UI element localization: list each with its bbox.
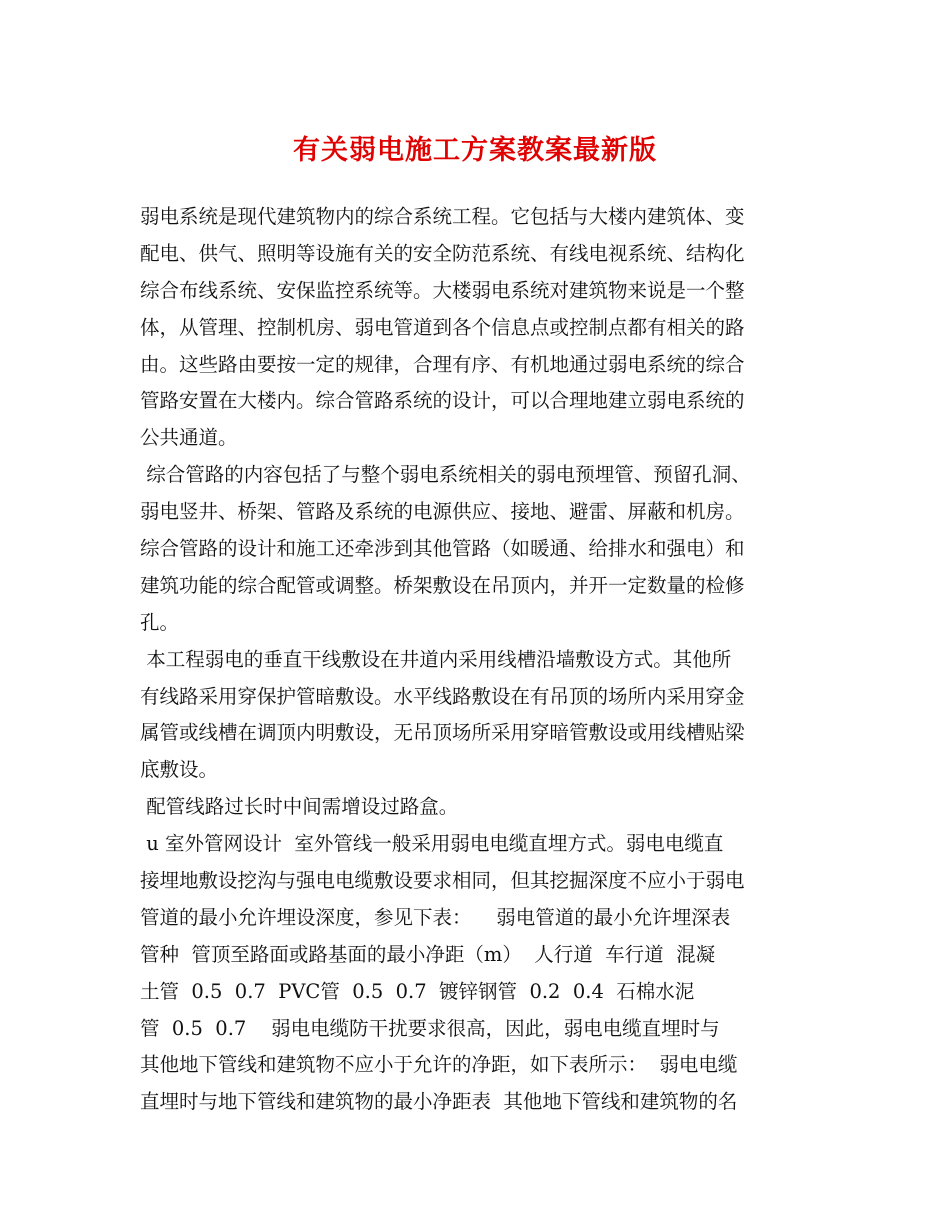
text-line: 孔。 [140, 610, 180, 634]
text-line: 配管线路过长时中间需增设过路盒。 [140, 795, 459, 819]
text-line: 管 0.5 0.7 弱电电缆防干扰要求很高，因此，弱电电缆直埋时与 [140, 1016, 720, 1040]
text-line: 体，从管理、控制机房、弱电管道到各个信息点或控制点都有相关的路 [140, 315, 745, 339]
text-line: 直埋时与地下管线和建筑物的最小净距表 其他地下管线和建筑物的名 [140, 1090, 738, 1114]
text-line: 综合布线系统、安保监控系统等。大楼弱电系统对建筑物来说是一个整 [140, 278, 745, 302]
text-line: 公共通道。 [140, 426, 238, 450]
text-line: u 室外管网设计 室外管线一般采用弱电电缆直埋方式。弱电电缆直 [140, 832, 724, 856]
text-line: 有线路采用穿保护管暗敷设。水平线路敷设在有吊顶的场所内采用穿金 [140, 684, 745, 708]
text-line: 由。这些路由要按一定的规律，合理有序、有机地通过弱电系统的综合 [140, 352, 745, 376]
text-line: 本工程弱电的垂直干线敷设在井道内采用线槽沿墙敷设方式。其他所 [140, 647, 732, 671]
text-line: 其他地下管线和建筑物不应小于允许的净距，如下表所示： 弱电电缆 [140, 1053, 738, 1077]
text-line: 属管或线槽在调顶内明敷设，无吊顶场所采用穿暗管敷设或用线槽贴梁 [140, 721, 745, 745]
text-line: 综合管路的内容包括了与整个弱电系统相关的弱电预埋管、预留孔洞、 [140, 463, 751, 487]
text-line: 弱电系统是现代建筑物内的综合系统工程。它包括与大楼内建筑体、变 [140, 205, 745, 228]
text-line: 弱电竖井、桥架、管路及系统的电源供应、接地、避雷、屏蔽和机房。 [140, 500, 745, 524]
page-title: 有关弱电施工方案教案最新版 [293, 135, 657, 166]
document-body [140, 199, 820, 1121]
text-line: 土管 0.5 0.7 PVC管 0.5 0.7 镀锌钢管 0.2 0.4 石棉水泥 [140, 979, 695, 1003]
text-line: 管路安置在大楼内。综合管路系统的设计，可以合理地建立弱电系统的 [140, 389, 745, 413]
text-line: 综合管路的设计和施工还牵涉到其他管路（如暖通、给排水和强电）和 [140, 537, 745, 561]
text-line: 建筑功能的综合配管或调整。桥架敷设在吊顶内，并开一定数量的检修 [140, 573, 745, 597]
text-line: 管道的最小允许埋设深度，参见下表： 弱电管道的最小允许埋深表 [140, 905, 731, 929]
text-line: 管种 管顶至路面或路基面的最小净距（m） 人行道 车行道 混凝 [140, 942, 716, 966]
text-line: 配电、供气、照明等设施有关的安全防范系统、有线电视系统、结构化 [140, 241, 745, 265]
text-line: 底敷设。 [140, 758, 219, 782]
text-line: 接埋地敷设挖沟与强电电缆敷设要求相同，但其挖掘深度不应小于弱电 [140, 869, 745, 893]
